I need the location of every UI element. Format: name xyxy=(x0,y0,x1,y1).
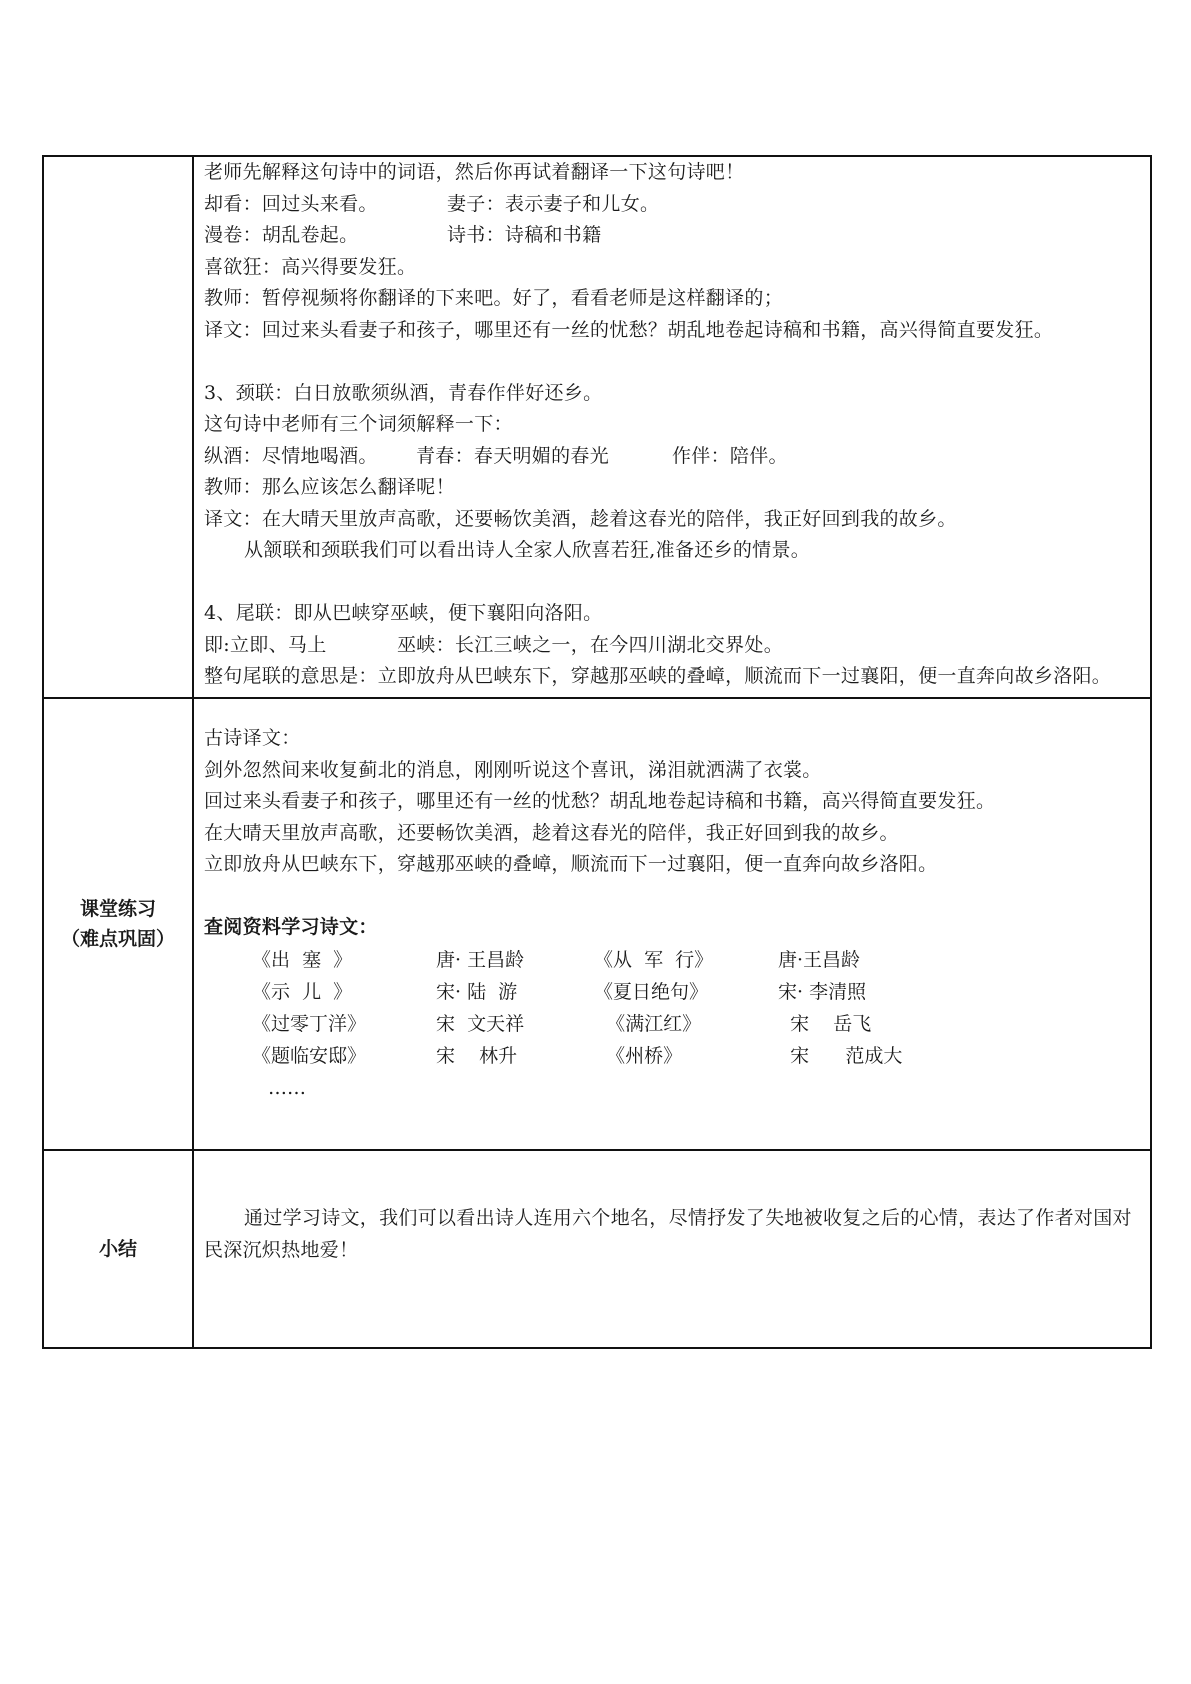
blank-line xyxy=(204,567,1144,599)
poem-row: 《题临安邸》 宋 林升 《州桥》 宋 范成大 xyxy=(252,1044,903,1067)
summary-label: 小结 xyxy=(98,1238,137,1260)
text-line: 纵酒：尽情地喝酒。 青春：春天明媚的春光 作伴：陪伴。 xyxy=(204,444,788,467)
blank-line xyxy=(204,346,1144,378)
text-line: 译文：在大晴天里放声高歌，还要畅饮美酒，趁着这春光的陪伴，我正好回到我的故乡。 xyxy=(204,507,957,530)
text-line: 即:立即、马上 巫峡：长江三峡之一，在今四川湖北交界处。 xyxy=(204,633,784,656)
translation-line: 剑外忽然间来收复蓟北的消息，刚刚听说这个喜讯，涕泪就洒满了衣裳。 xyxy=(204,758,822,781)
text-line: 整句尾联的意思是：立即放舟从巴峡东下，穿越那巫峡的叠嶂，顺流而下一过襄阳，便一直奔向故乡洛阳。 xyxy=(204,665,1112,687)
translation-line: 立即放舟从巴峡东下，穿越那巫峡的叠嶂，顺流而下一过襄阳，便一直奔向故乡洛阳。 xyxy=(204,853,938,875)
text-line: 教师：那么应该怎么翻译呢！ xyxy=(204,476,455,498)
table-row xyxy=(43,156,1151,698)
text-line: 老师先解释这句诗中的词语，然后你再试着翻译一下这句诗吧！ xyxy=(204,161,745,183)
poem-row xyxy=(204,1072,1144,1104)
text-line: 喜欲狂：高兴得要发狂。 xyxy=(204,255,417,278)
text-line: 从颔联和颈联我们可以看出诗人全家人欣喜若狂,准备还乡的情景。 xyxy=(244,539,811,561)
text-line: 4、尾联：即从巴峡穿巫峡，便下襄阳向洛阳。 xyxy=(204,602,603,624)
poem-row: 《示 儿 》 宋· 陆 游 《夏日绝句》 宋· 李清照 xyxy=(252,980,867,1003)
text-line: 这句诗中老师有三个词须解释一下： xyxy=(204,413,513,435)
poem-list xyxy=(204,944,1144,1104)
label-cell-practice xyxy=(43,698,193,1150)
translation-line: 在大晴天里放声高歌，还要畅饮美酒，趁着这春光的陪伴，我正好回到我的故乡。 xyxy=(204,821,899,844)
poem-row: 《出 塞 》 唐· 王昌龄 《从 军 行》 唐·王昌龄 xyxy=(252,948,861,971)
text-line: 漫卷：胡乱卷起。 诗书：诗稿和书籍 xyxy=(204,224,602,246)
label-cell-empty xyxy=(43,156,193,698)
ellipsis: …… xyxy=(268,1076,306,1099)
label-cell-summary xyxy=(43,1150,193,1348)
summary-cell xyxy=(193,1150,1151,1348)
reference-title: 查阅资料学习诗文： xyxy=(204,916,378,938)
text-line: 译文：回过来头看妻子和孩子，哪里还有一丝的忧愁？胡乱地卷起诗稿和书籍，高兴得简直要发狂。 xyxy=(204,318,1054,341)
practice-cell xyxy=(193,698,1151,1150)
explanation-cell xyxy=(193,156,1151,698)
text-line: 3、颈联：白日放歌须纵酒，青春作伴好还乡。 xyxy=(204,381,603,404)
poem-row: 《过零丁洋》 宋 文天祥 《满江红》 宋 岳飞 xyxy=(252,1012,872,1035)
practice-label: 课堂练习 xyxy=(79,898,156,920)
practice-sublabel: （难点巩固） xyxy=(60,928,175,950)
text-line: 教师：暂停视频将你翻译的下来吧。好了，看看老师是这样翻译的； xyxy=(204,287,784,309)
summary-text: 通过学习诗文，我们可以看出诗人连用六个地名，尽情抒发了失地被收复之后的心情，表达了作者对国对民深沉炽热地爱！ xyxy=(204,1207,1132,1261)
blank-line xyxy=(204,881,1144,913)
table-row xyxy=(43,1150,1151,1348)
text-line: 却看：回过头来看。 妻子：表示妻子和儿女。 xyxy=(204,192,660,215)
translation-title: 古诗译文： xyxy=(204,727,301,749)
lesson-table xyxy=(42,155,1152,1349)
translation-line: 回过来头看妻子和孩子，哪里还有一丝的忧愁？胡乱地卷起诗稿和书籍，高兴得简直要发狂。 xyxy=(204,790,996,812)
table-row xyxy=(43,698,1151,1150)
